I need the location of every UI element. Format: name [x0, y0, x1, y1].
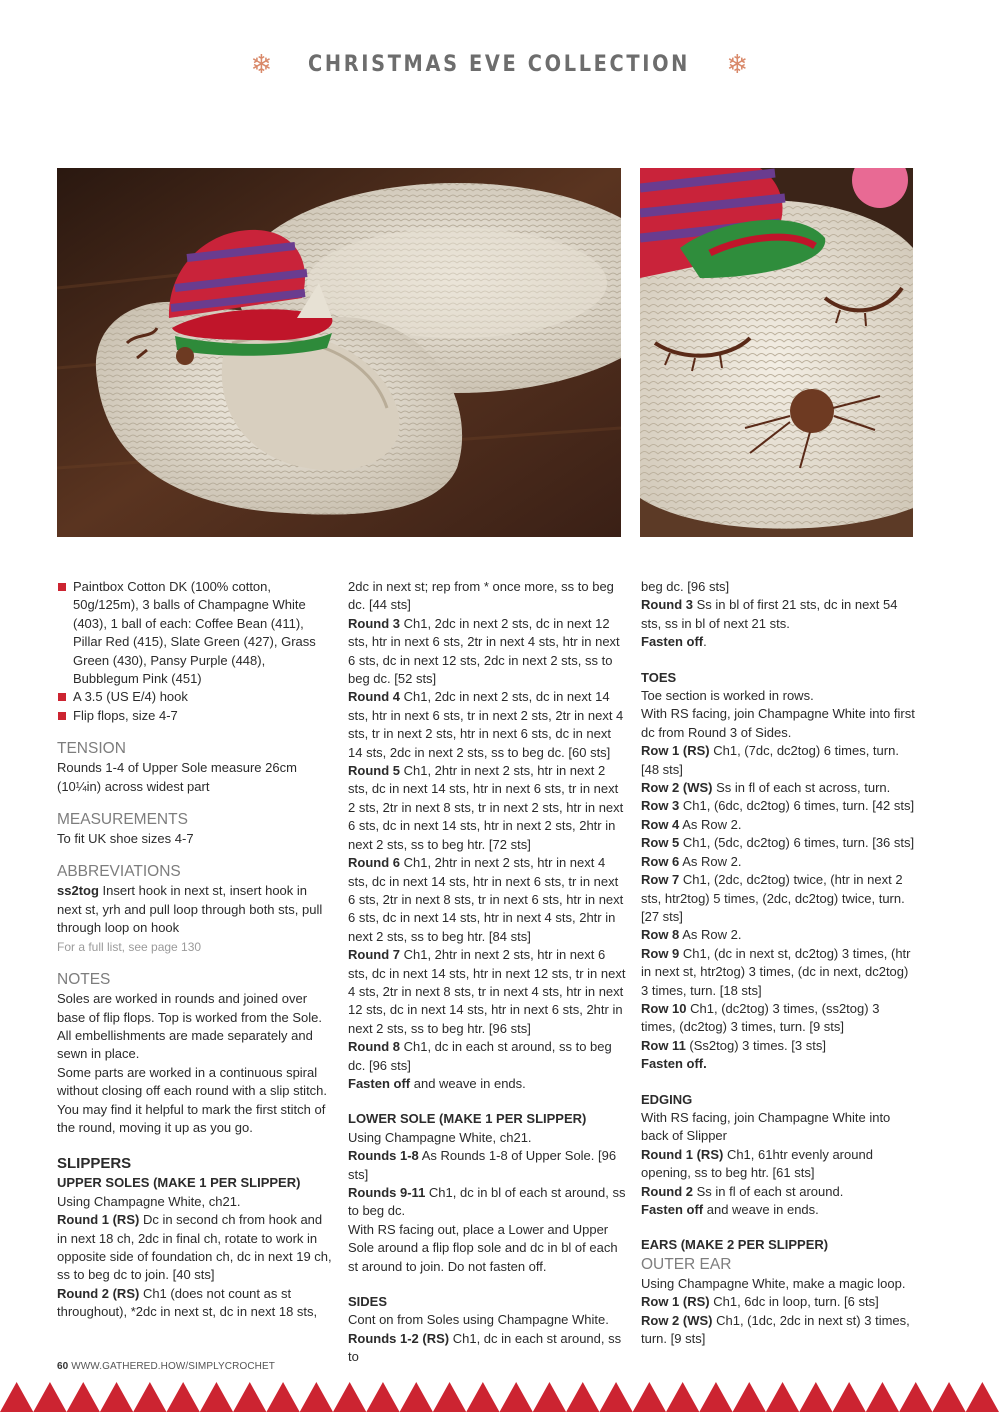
instruction: With RS facing out, place a Lower and Upper Sole around a flip flop sole and dc in bl of each st around to join. Do not fasten off.: [348, 1221, 618, 1274]
instruction: [641, 1201, 917, 1219]
fasten-off-label: Fasten off: [641, 1202, 704, 1217]
instruction: [641, 797, 917, 815]
round-label: Round 2: [641, 1183, 693, 1199]
slippers-heading: SLIPPERS: [57, 1155, 132, 1173]
slippers-photo: [57, 168, 621, 537]
instruction: [641, 1293, 917, 1311]
round-text: Ch1, 2htr in next 2 sts, htr in next 2 sts, dc in next 14 sts, htr in next 6 sts, tr in next 2 sts, 2tr in next 8 sts, tr in next 2 sts, htr in next 6 sts, dc in next 14 sts, htr in next 2 sts, 2htr in next 2 sts, ss to beg htr. [72 sts]: [348, 763, 624, 852]
instruction: [641, 742, 917, 779]
instruction: [641, 834, 917, 852]
instruction: 2dc in next st; rep from * once more, ss to beg dc. [44 sts]: [348, 579, 614, 613]
row-label: Row 10: [641, 1000, 687, 1016]
row-label: Row 6: [641, 853, 680, 869]
tension-heading: TENSION: [57, 740, 126, 758]
round-label: Rounds 9-11: [348, 1185, 426, 1200]
round-label: Round 2 (RS): [57, 1285, 140, 1301]
upper-soles-heading: UPPER SOLES (MAKE 1 PER SLIPPER): [57, 1175, 301, 1191]
round-label: Round 3: [348, 615, 400, 631]
round-text: Ch1 (does not count as st throughout), *2dc in next st, dc in next 18 sts,: [57, 1285, 318, 1320]
instruction: Cont on from Soles using Champagne White.: [348, 1312, 609, 1328]
round-text: and weave in ends.: [703, 1202, 819, 1217]
abbreviation-term: ss2tog: [57, 883, 99, 899]
abbreviations-note: For a full list, see page 130: [57, 939, 202, 954]
edging-heading: EDGING: [641, 1091, 693, 1107]
notes-paragraph: Some parts are worked in a continuous spiral without closing off each round with a slip stitch. You may find it helpful to mark the first stitch of the round, moving it up as you go.: [57, 1064, 328, 1135]
row-label: Row 4: [641, 816, 680, 832]
row-text: Ch1, 6dc in loop, turn. [6 sts]: [709, 1294, 879, 1310]
round-text: Ch1, 2dc in next 2 sts, dc in next 14 sts, htr in next 6 sts, tr in next 2 sts, 2tr in next 4 sts, tr in next 2 sts, htr in next 6 sts, dc in next 14 sts, 2dc in next 2 sts, ss to beg dc. [60 sts]: [348, 689, 624, 760]
page-footer: [57, 1361, 275, 1372]
instruction: [641, 926, 917, 944]
instruction: [57, 1211, 333, 1285]
material-item: Flip flops, size 4-7: [57, 707, 333, 725]
abbreviations-heading: ABBREVIATIONS: [57, 863, 181, 881]
instruction: [348, 946, 626, 1038]
measurements-text: To fit UK shoe sizes 4-7: [57, 831, 194, 847]
round-text: Dc in second ch from hook and in next 18 ch, 2dc in final ch, rotate to work in opposite side of foundation ch, dc in next 19 ch, ss to beg dc to join. [40 sts]: [57, 1212, 332, 1283]
row-text: Ch1, (1dc, 2dc in next st) 3 times, turn. [9 sts]: [641, 1312, 910, 1347]
row-text: Ch1, (6dc, dc2tog) 6 times, turn. [42 sts]: [679, 798, 915, 814]
instruction: beg dc. [96 sts]: [641, 579, 730, 594]
row-text: Ch1, (2dc, dc2tog) twice, (htr in next 2 sts, htr2tog) 5 times, (2dc, dc2tog) twice, turn. [27 sts]: [641, 872, 905, 924]
material-item: A 3.5 (US E/4) hook: [57, 688, 333, 706]
round-label: Round 4: [348, 689, 400, 705]
round-text: Ss in fl of each st around.: [693, 1183, 844, 1199]
instruction: [641, 871, 917, 926]
instruction: [348, 1330, 626, 1367]
round-text: Ss in bl of first 21 sts, dc in next 54 sts, ss in bl of next 21 sts.: [641, 597, 898, 631]
page-header: [0, 46, 999, 82]
fasten-off-label: Fasten off: [641, 634, 704, 650]
instruction: [641, 633, 917, 651]
footer-url: WWW.GATHERED.HOW/SIMPLYCROCHET: [68, 1361, 275, 1372]
row-label: Row 1 (RS): [641, 743, 710, 759]
instruction: [641, 779, 917, 797]
row-label: Row 2 (WS): [641, 780, 713, 796]
row-text: Ch1, (7dc, dc2tog) 6 times, turn. [48 sts]: [641, 743, 899, 777]
instruction: [641, 1037, 917, 1055]
round-label: Round 8: [348, 1039, 400, 1055]
row-label: Row 7: [641, 872, 680, 888]
zigzag-border: [0, 1382, 999, 1412]
round-text: Ch1, 2dc in next 2 sts, dc in next 12 sts, htr in next 6 sts, 2tr in next 4 sts, htr in next 6 sts, dc in next 12 sts, 2dc in next 2 sts, ss to beg dc. [52 sts]: [348, 615, 620, 687]
row-label: Row 3: [641, 798, 680, 814]
materials-list: [57, 578, 333, 725]
instruction: [641, 816, 917, 834]
row-label: Row 1 (RS): [641, 1294, 710, 1310]
abbreviation-definition: Insert hook in next st, insert hook in next st, yrh and pull loop through both sts, pull through loop on hook: [57, 883, 323, 936]
round-text: Ch1, 2htr in next 2 sts, htr in next 4 sts, dc in next 14 sts, htr in next 6 sts, tr in next 6 sts, 2tr in next 8 sts, tr in next 6 sts, htr in next 6 sts, dc in next 14 sts, htr in next 4 sts, 2htr in next 2 sts, ss to beg htr. [84 sts]: [348, 855, 624, 944]
instruction: [641, 853, 917, 871]
instruction: [641, 945, 917, 1000]
instruction: [348, 1075, 626, 1093]
instruction: Using Champagne White, ch21.: [348, 1129, 532, 1145]
tension-text: Rounds 1-4 of Upper Sole measure 26cm (10¼in) across widest part: [57, 760, 297, 794]
lower-sole-heading: LOWER SOLE (MAKE 1 PER SLIPPER): [348, 1111, 587, 1127]
row-text: Ch1, (dc2tog) 3 times, (ss2tog) 3 times, (dc2tog) 3 times, turn. [9 sts]: [641, 1000, 880, 1035]
round-text: Ch1, 61htr evenly around opening, ss to beg htr. [61 sts]: [641, 1146, 873, 1181]
page-number: 60: [57, 1361, 69, 1372]
ears-heading: EARS (MAKE 2 PER SLIPPER): [641, 1237, 829, 1253]
row-label: Row 9: [641, 945, 680, 961]
column-2: [348, 578, 626, 1367]
round-text: .: [703, 634, 707, 650]
measurements-heading: MEASUREMENTS: [57, 811, 188, 829]
instruction: Toe section is worked in rows.: [641, 688, 814, 704]
abbreviation-entry: [57, 882, 333, 937]
row-text: (Ss2tog) 3 times. [3 sts]: [685, 1037, 826, 1053]
round-label: Round 1 (RS): [57, 1212, 140, 1228]
row-label: Row 8: [641, 927, 680, 943]
column-1: [57, 578, 333, 1322]
instruction: [641, 1146, 917, 1183]
round-label: Round 6: [348, 855, 400, 871]
instruction: With RS facing, join Champagne White into first dc from Round 3 of Sides.: [641, 706, 915, 740]
round-text: Ch1, dc in each st around, ss to: [348, 1330, 622, 1365]
instruction: [641, 1312, 917, 1349]
round-text: and weave in ends.: [410, 1075, 526, 1091]
material-item: Paintbox Cotton DK (100% cotton, 50g/125m), 3 balls of Champagne White (403), 1 ball of each: Coffee Bean (411), Pillar Red (415), Slate Green (427), Grass Green (430), Pansy Purple (448), Bubblegum Pink (451): [57, 578, 333, 688]
notes-heading: NOTES: [57, 971, 111, 989]
slipper-closeup-photo: [640, 168, 913, 537]
instruction: [641, 596, 917, 633]
row-text: Ch1, (5dc, dc2tog) 6 times, turn. [36 sts]: [679, 835, 915, 851]
instruction: Using Champagne White, make a magic loop.: [641, 1275, 906, 1291]
row-text: Ch1, (dc in next st, dc2tog) 3 times, (htr in next st, htr2tog) 3 times, (dc in next, dc2tog) 3 times, turn. [18 sts]: [641, 945, 911, 998]
instruction: Using Champagne White, ch21.: [57, 1193, 241, 1209]
instruction: [348, 688, 626, 762]
row-text: As Row 2.: [679, 853, 742, 869]
instruction: [348, 762, 626, 854]
round-text: As Rounds 1-8 of Upper Sole. [96 sts]: [348, 1148, 617, 1182]
toes-heading: TOES: [641, 669, 677, 685]
snowflake-icon: ❄: [726, 49, 749, 79]
instruction: With RS facing, join Champagne White into back of Slipper: [641, 1109, 891, 1144]
round-label: Rounds 1-8: [348, 1148, 419, 1164]
instruction: [641, 1183, 917, 1201]
sides-heading: SIDES: [348, 1294, 388, 1310]
fasten-off-label: Fasten off.: [641, 1056, 707, 1072]
row-text: As Row 2.: [679, 927, 742, 943]
column-3: [641, 578, 917, 1348]
instruction: [348, 1184, 626, 1221]
round-label: Round 3: [641, 597, 693, 613]
round-text: Ch1, dc in each st around, ss to beg dc. [96 sts]: [348, 1039, 612, 1073]
instruction: [348, 854, 626, 946]
instruction: [348, 615, 626, 689]
row-text: Ss in fl of each st across, turn.: [712, 780, 891, 796]
round-label: Round 7: [348, 947, 400, 963]
round-text: Ch1, dc in bl of each st around, ss to beg dc.: [348, 1185, 626, 1219]
round-label: Round 5: [348, 763, 400, 779]
round-label: Round 1 (RS): [641, 1146, 724, 1162]
outer-ear-heading: OUTER EAR: [641, 1255, 732, 1273]
snowflake-icon: ❄: [250, 49, 273, 79]
instruction: [57, 1285, 333, 1322]
row-label: Row 11: [641, 1037, 686, 1053]
round-text: Ch1, 2htr in next 2 sts, htr in next 6 sts, dc in next 14 sts, htr in next 12 sts, tr in next 4 sts, 2tr in next 8 sts, tr in next 4 sts, htr in next 12 sts, dc in next 14 sts, htr in next 6 sts, 2htr in next 2 sts, ss to beg htr. [96 sts]: [348, 947, 626, 1036]
round-label: Rounds 1-2 (RS): [348, 1330, 450, 1346]
notes-paragraph: Soles are worked in rounds and joined over base of flip flops. Top is worked from the Sole.: [57, 991, 322, 1025]
instruction: [348, 1038, 626, 1075]
row-label: Row 2 (WS): [641, 1312, 713, 1328]
notes-paragraph: All embellishments are made separately and sewn in place.: [57, 1027, 313, 1062]
fasten-off-label: Fasten off: [348, 1075, 411, 1091]
instruction: [641, 1000, 917, 1037]
instruction: [348, 1147, 626, 1184]
instruction: [641, 1055, 917, 1073]
collection-title: CHRISTMAS EVE COLLECTION: [308, 51, 691, 77]
row-text: As Row 2.: [679, 816, 742, 832]
row-label: Row 5: [641, 835, 680, 851]
